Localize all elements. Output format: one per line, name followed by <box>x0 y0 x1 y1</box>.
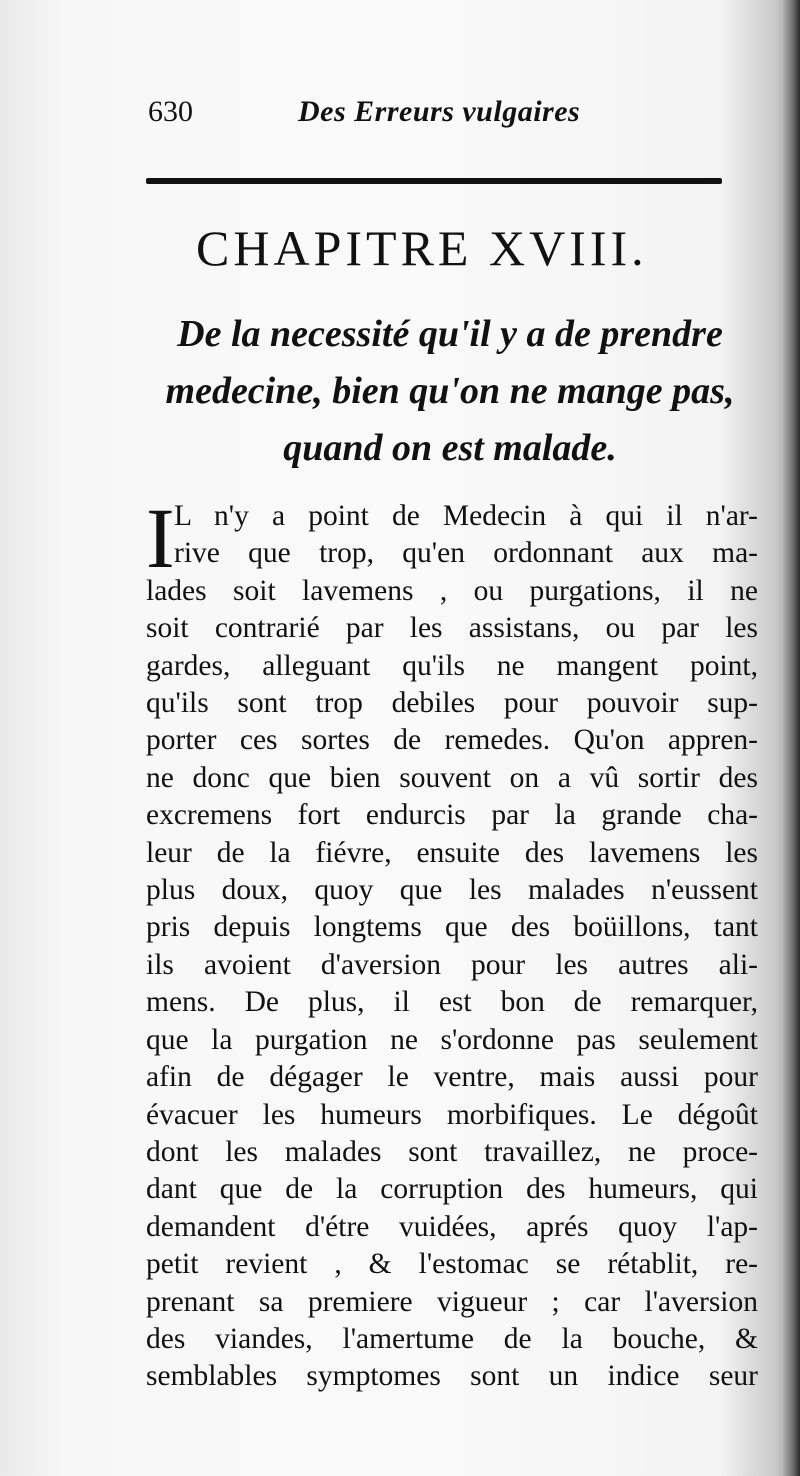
text-line: leur de la fiévre, ensuite des lavemens les <box>146 836 758 869</box>
text-line: demandent d'étre vuidées, aprés quoy l'ap- <box>146 1210 758 1243</box>
body-text <box>146 490 758 1396</box>
chapter-subtitle <box>140 306 760 477</box>
text-line: mens. De plus, il est bon de remarquer, <box>146 986 758 1019</box>
text-line: L n'y a point de Medecin à qui il n'ar- <box>174 500 758 532</box>
chapter-heading: CHAPITRE XVIII. <box>196 220 648 276</box>
text-line: que la purgation ne s'ordonne pas seulement <box>146 1023 758 1056</box>
text-line: ne donc que bien souvent on a vû sortir des <box>146 761 758 794</box>
subtitle-line: medecine, bien qu'on ne mange pas, <box>165 370 735 412</box>
text-line: soit contrarié par les assistans, ou par les <box>146 612 758 645</box>
text-line: semblables symptomes sont un indice seur <box>146 1360 758 1393</box>
text-line: ils avoient d'aversion pour les autres ali- <box>146 948 758 981</box>
text-line: rive que trop, qu'en ordonnant aux ma- <box>174 537 758 570</box>
header-rule <box>146 178 722 184</box>
subtitle-line: De la necessité qu'il y a de prendre <box>177 313 723 355</box>
text-line: plus doux, quoy que les malades n'eussent <box>146 874 758 907</box>
running-head <box>148 92 668 132</box>
text-line: des viandes, l'amertume de la bouche, & <box>146 1322 758 1355</box>
page-gutter-shadow <box>782 0 800 1476</box>
text-line: excremens fort endurcis par la grande cha- <box>146 799 758 832</box>
text-line: pris depuis longtems que des boüillons, tant <box>146 911 758 944</box>
text-line: prenant sa premiere vigueur ; car l'aversion <box>146 1285 758 1318</box>
running-title: Des Erreurs vulgaires <box>298 95 581 128</box>
subtitle-line: quand on est malade. <box>283 427 617 469</box>
text-line: lades soit lavemens , ou purgations, il ne <box>146 574 758 607</box>
text-line: petit revient , & l'estomac se rétablit, re- <box>146 1248 758 1281</box>
text-line: dont les malades sont travaillez, ne proce- <box>146 1135 758 1168</box>
text-line: qu'ils sont trop debiles pour pouvoir sup- <box>146 687 758 720</box>
text-line: porter ces sortes de remedes. Qu'on appren- <box>146 724 758 757</box>
drop-cap: I <box>146 490 175 586</box>
page-number: 630 <box>148 95 193 128</box>
text-line: gardes, alleguant qu'ils ne mangent point, <box>146 649 758 682</box>
text-line: afin de dégager le ventre, mais aussi pour <box>146 1061 758 1094</box>
text-line: dant que de la corruption des humeurs, qui <box>146 1173 758 1206</box>
text-line: évacuer les humeurs morbifiques. Le dégoût <box>146 1098 758 1131</box>
